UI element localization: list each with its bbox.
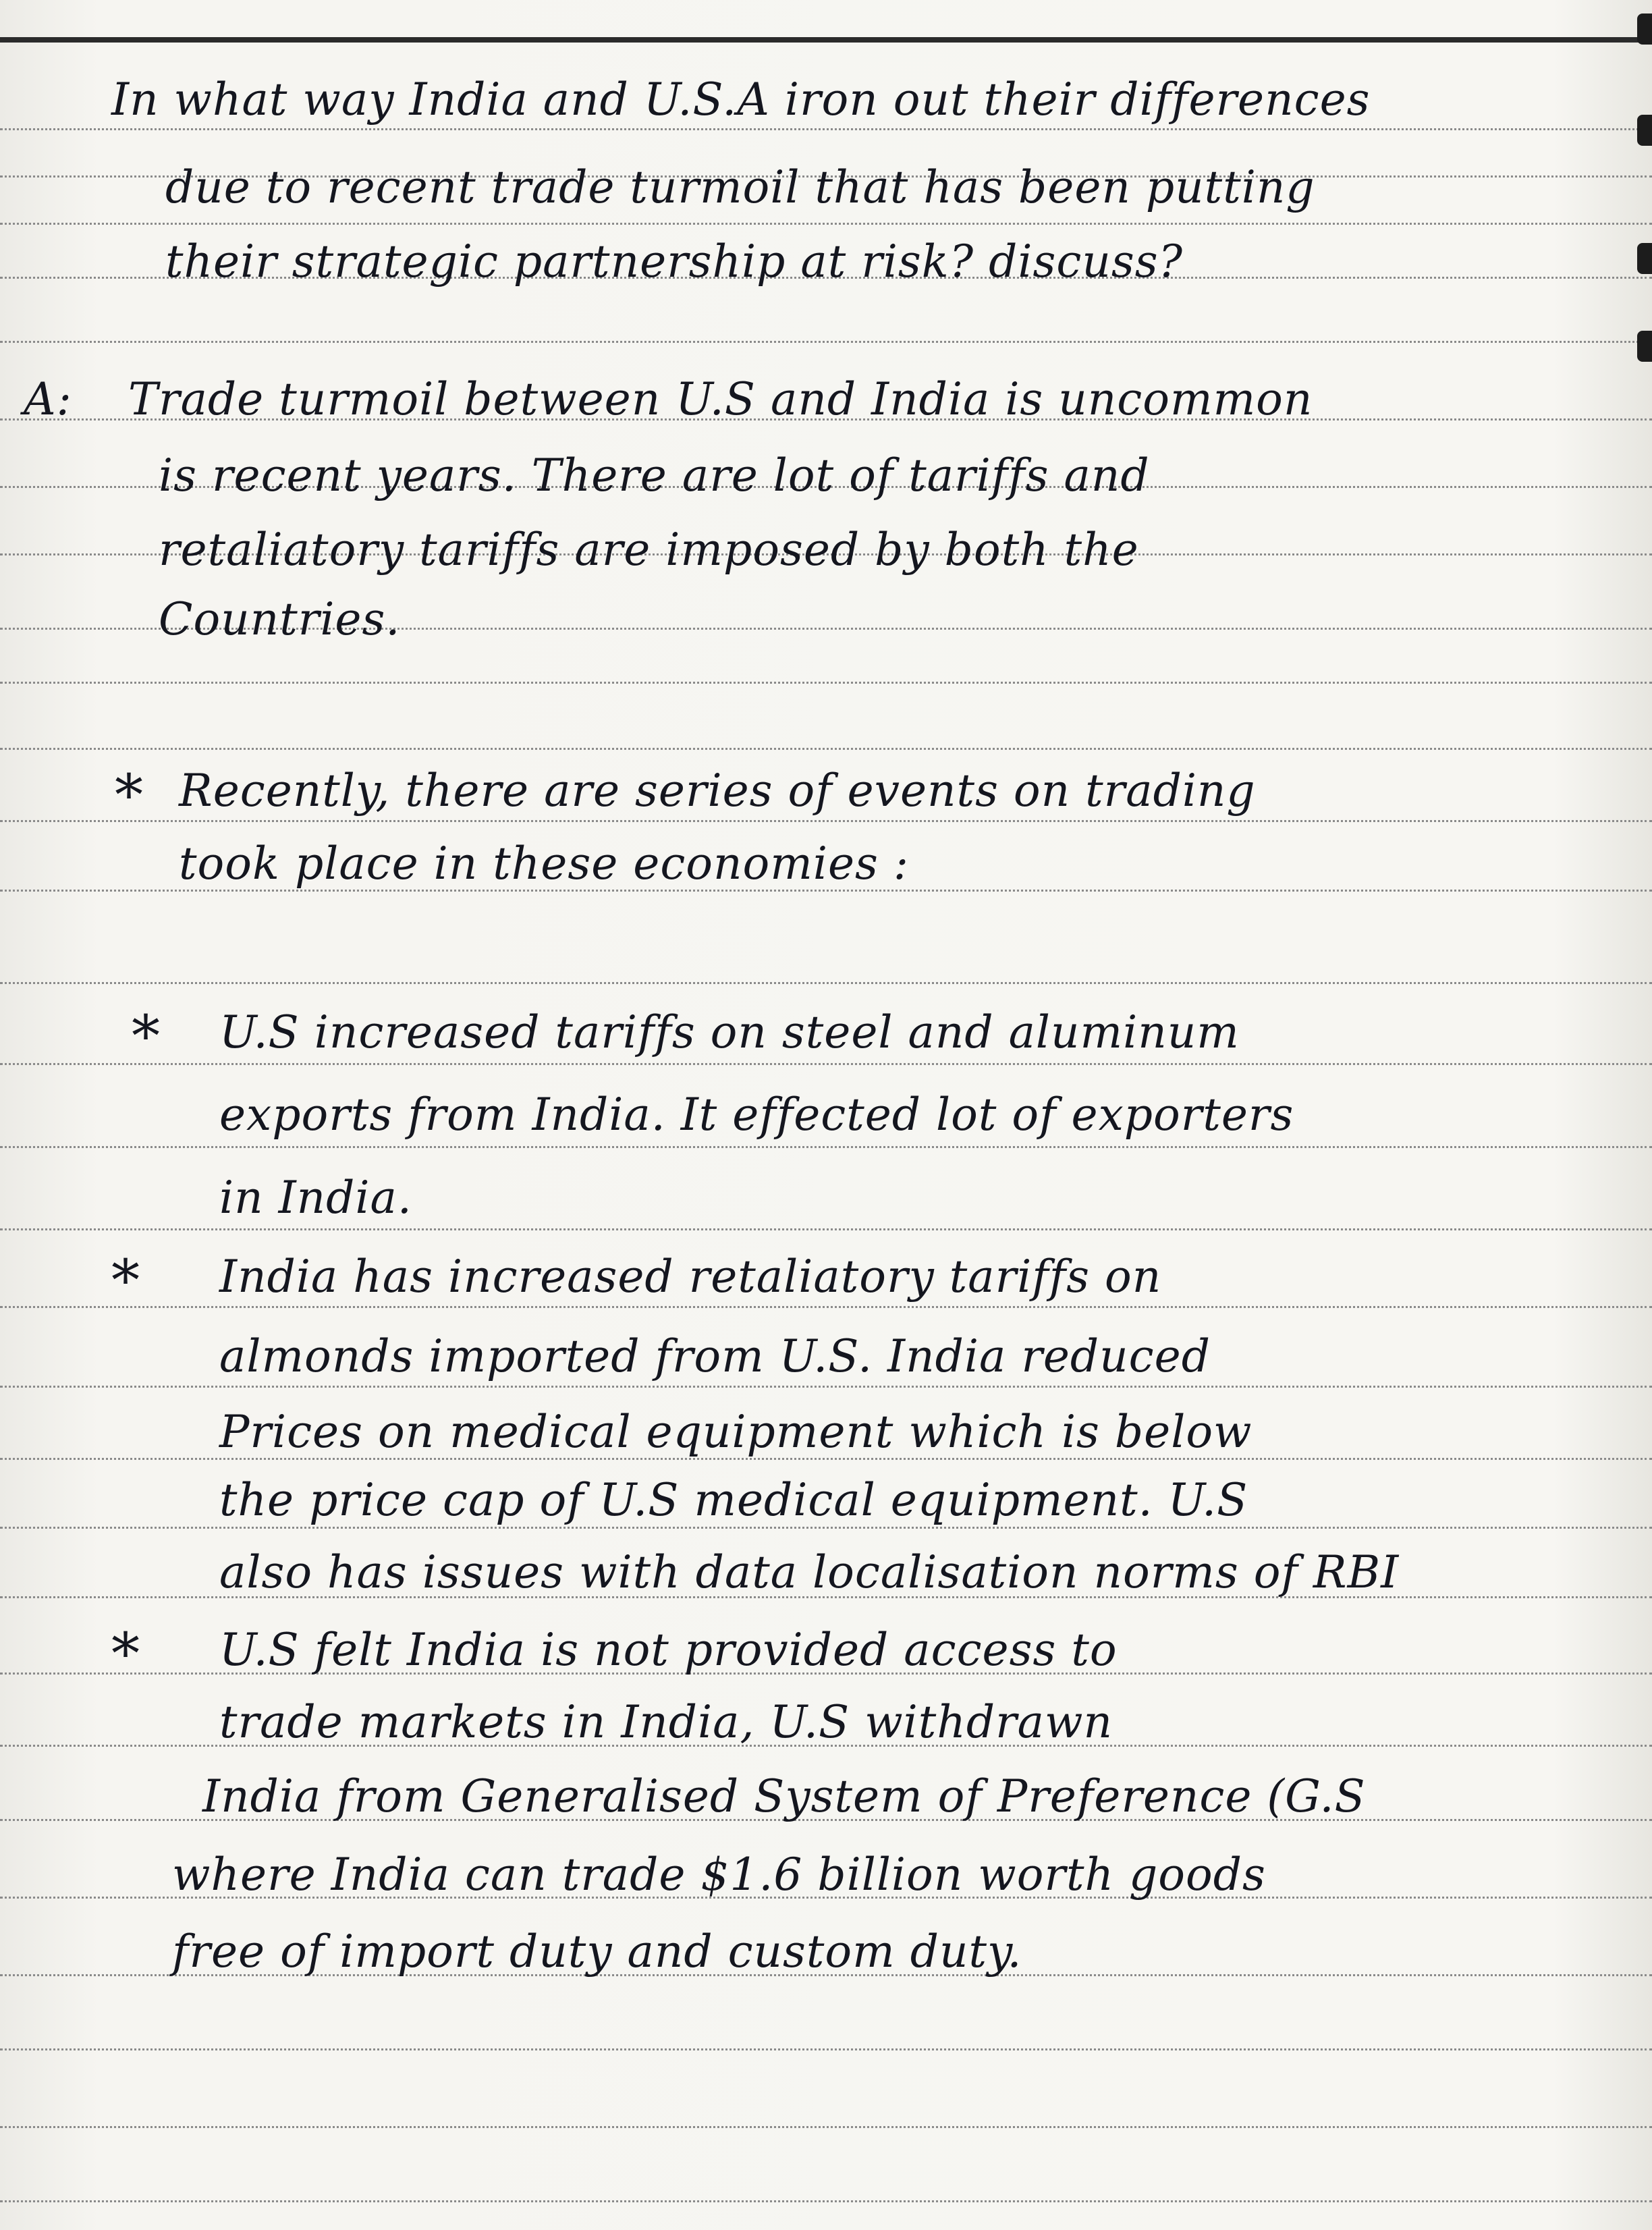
ruled-line [0,982,1652,984]
answer-intro-line: Countries. [159,593,401,645]
point-line: free of import duty and custom duty. [172,1926,1022,1978]
ruled-line [0,748,1652,750]
ruled-line [0,341,1652,343]
binding-hole-mark [1637,13,1652,45]
ruled-line [0,223,1652,225]
point-line: trade markets in India, U.S withdrawn [219,1696,1113,1748]
point-line: Prices on medical equipment which is below [219,1406,1252,1458]
ruled-line [0,1063,1652,1065]
answer-intro-line: is recent years. There are lot of tariffs and [159,450,1150,501]
question-line: due to recent trade turmoil that has been putting [165,161,1315,213]
point-line: U.S felt India is not provided access to [219,1624,1118,1676]
series-line: Recently, there are series of events on trading [179,765,1256,817]
point-line: where India can trade $1.6 billion worth goods [172,1849,1266,1901]
answer-marker: A: [24,373,72,425]
binding-hole-mark [1637,243,1652,274]
point-line: India from Generalised System of Preference (G.S [202,1770,1366,1822]
answer-intro-line: retaliatory tariffs are imposed by both the [159,524,1139,576]
point-line: also has issues with data localisation norms of RBI [219,1546,1400,1598]
question-line: their strategic partnership at risk? discuss? [165,236,1183,288]
binding-hole-mark [1637,331,1652,362]
ruled-line [0,2200,1652,2202]
answer-intro-line: Trade turmoil between U.S and India is uncommon [128,373,1313,425]
ruled-line [0,128,1652,130]
point-line: the price cap of U.S medical equipment. U.S [219,1474,1248,1526]
series-line: took place in these economies : [179,838,910,890]
ruled-line [0,1228,1652,1230]
point-line: exports from India. It effected lot of exporters [219,1089,1294,1141]
ruled-line [0,2126,1652,2128]
ruled-line [0,2048,1652,2050]
ruled-line [0,1306,1652,1308]
question-line: In what way India and U.S.A iron out their differences [111,74,1371,126]
ruled-line [0,1386,1652,1388]
page-top-border [0,37,1652,43]
ruled-line [0,820,1652,822]
binding-hole-mark [1637,115,1652,146]
ruled-line [0,1146,1652,1148]
bullet-star: * [111,1621,140,1687]
bullet-star: * [111,1247,140,1313]
ruled-line [0,682,1652,684]
point-line: India has increased retaliatory tariffs on [219,1251,1162,1303]
bullet-star: * [132,1003,160,1069]
point-line: almonds imported from U.S. India reduced [219,1330,1211,1382]
point-line: U.S increased tariffs on steel and aluminum [219,1006,1240,1058]
bullet-star: * [115,762,143,828]
point-line: in India. [219,1172,412,1224]
